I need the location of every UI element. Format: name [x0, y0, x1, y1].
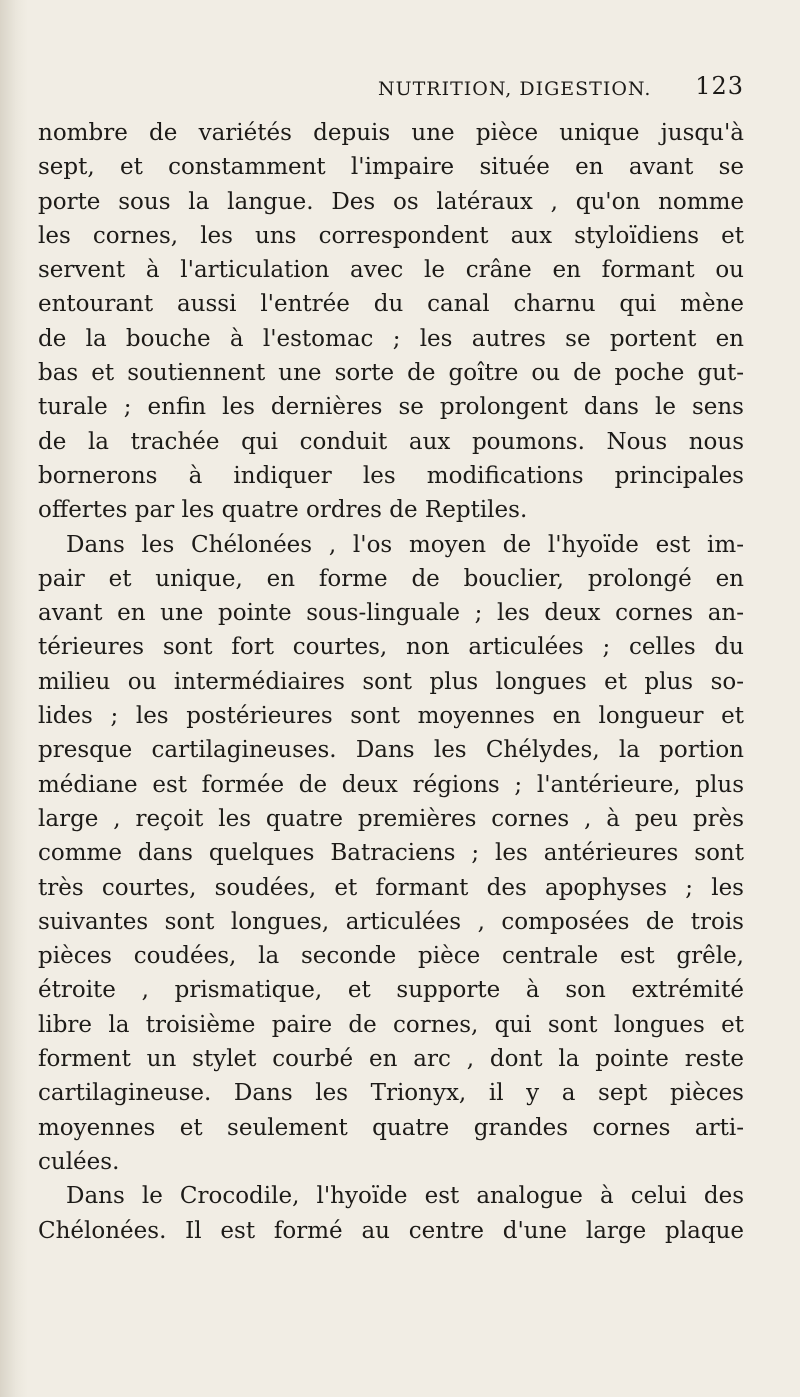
page-header [378, 72, 744, 102]
text-line: de la trachée qui conduit aux poumons. Nous nous [38, 428, 744, 455]
text-line: porte sous la langue. Des os latéraux , qu'on nomme [38, 188, 744, 215]
text-line: entourant aussi l'entrée du canal charnu qui mène [38, 291, 744, 318]
text-line: Dans les Chélonées , l'os moyen de l'hyoïde est im- [66, 531, 744, 558]
text-line: médiane est formée de deux régions ; l'antérieure, plus [38, 771, 744, 798]
page-number: 123 [695, 72, 744, 100]
text-line: large , reçoit les quatre premières cornes , à peu près [38, 805, 744, 832]
text-line: moyennes et seulement quatre grandes cornes arti- [38, 1114, 744, 1141]
text-line: les cornes, les uns correspondent aux styloïdiens et [38, 222, 744, 249]
text-line: comme dans quelques Batraciens ; les antérieures sont [38, 840, 744, 867]
text-line: Chélonées. Il est formé au centre d'une large plaque [38, 1217, 744, 1244]
text-line: térieures sont fort courtes, non articulées ; celles du [38, 634, 744, 661]
text-line: forment un stylet courbé en arc , dont la pointe reste [38, 1046, 744, 1073]
running-head: NUTRITION, DIGESTION. [378, 78, 652, 100]
text-line: bornerons à indiquer les modifications principales [38, 462, 744, 489]
text-line: Dans le Crocodile, l'hyoïde est analogue à celui des [66, 1183, 744, 1210]
text-line: étroite , prismatique, et supporte à son extrémité [38, 977, 744, 1004]
text-line: pair et unique, en forme de bouclier, prolongé en [38, 565, 744, 592]
body-text [38, 116, 744, 1248]
text-line: presque cartilagineuses. Dans les Chélydes, la portion [38, 737, 744, 764]
text-line: suivantes sont longues, articulées , composées de trois [38, 908, 744, 935]
text-line: sept, et constamment l'impaire située en avant se [38, 154, 744, 181]
text-line: culées. [38, 1148, 120, 1175]
text-line: très courtes, soudées, et formant des apophyses ; les [38, 874, 744, 901]
text-line: cartilagineuse. Dans les Trionyx, il y a sept pièces [38, 1080, 744, 1107]
text-line: nombre de variétés depuis une pièce unique jusqu'à [38, 120, 744, 146]
text-line: bas et soutiennent une sorte de goître ou de poche gut- [38, 360, 744, 387]
page-gutter-shadow [0, 0, 28, 1397]
text-line: offertes par les quatre ordres de Reptiles. [38, 497, 528, 524]
text-line: libre la troisième paire de cornes, qui sont longues et [38, 1011, 744, 1038]
text-line: milieu ou intermédiaires sont plus longues et plus so- [38, 668, 744, 695]
text-line: de la bouche à l'estomac ; les autres se portent en [38, 325, 744, 352]
text-line: pièces coudées, la seconde pièce centrale est grêle, [38, 943, 744, 970]
text-line: lides ; les postérieures sont moyennes en longueur et [38, 703, 744, 730]
text-line: turale ; enfin les dernières se prolongent dans le sens [38, 394, 744, 421]
text-line: avant en une pointe sous-linguale ; les deux cornes an- [38, 600, 744, 627]
text-line: servent à l'articulation avec le crâne en formant ou [38, 257, 744, 284]
